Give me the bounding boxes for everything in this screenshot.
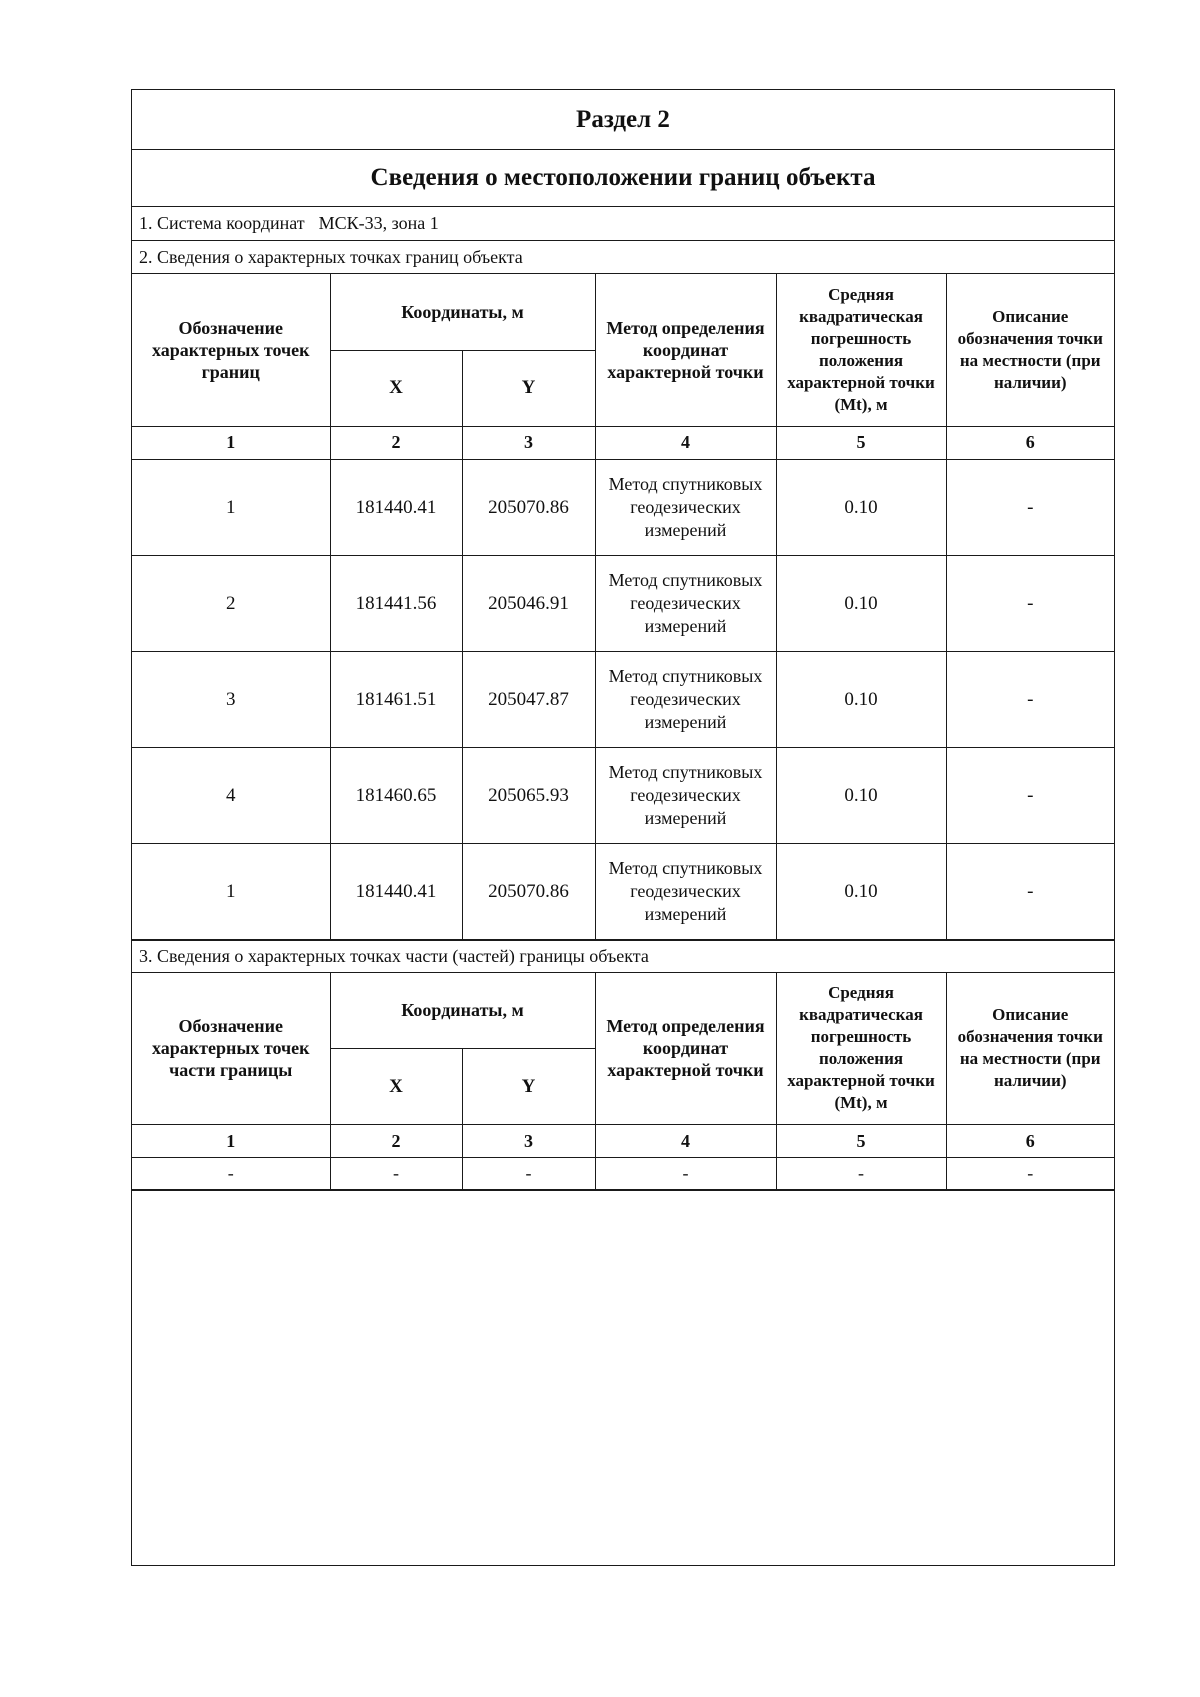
description-value: - — [946, 843, 1114, 939]
header-description: Описание обозначения точки на местности (при наличии) — [946, 274, 1114, 426]
column-number: 1 — [132, 1125, 330, 1158]
coord-system-row — [132, 207, 1114, 241]
coord-y: 205046.91 — [462, 555, 595, 651]
header-accuracy: Средняя квадратическая погрешность положения характерной точки (Mt), м — [776, 973, 946, 1125]
section-title: Раздел 2 — [132, 90, 1114, 150]
header-x: X — [330, 1049, 462, 1125]
column-number: 1 — [132, 426, 330, 459]
document-frame — [131, 89, 1115, 1566]
table-row — [132, 555, 1114, 651]
description-value: - — [946, 651, 1114, 747]
accuracy-value: 0.10 — [776, 747, 946, 843]
point-id: 3 — [132, 651, 330, 747]
method-cell: Метод спутниковых геодезических измерений — [595, 459, 776, 555]
table-row — [132, 459, 1114, 555]
column-number: 4 — [595, 426, 776, 459]
method-cell: Метод спутниковых геодезических измерений — [595, 555, 776, 651]
header-coordinates: Координаты, м — [330, 274, 595, 350]
column-numbers-row — [132, 426, 1114, 459]
point-id: 1 — [132, 843, 330, 939]
point-id: 4 — [132, 747, 330, 843]
points-table — [132, 274, 1114, 940]
point-id: 1 — [132, 459, 330, 555]
header-method: Метод определения координат характерной точки — [595, 973, 776, 1125]
column-number: 6 — [946, 426, 1114, 459]
accuracy-value: - — [776, 1158, 946, 1190]
coord-y: 205070.86 — [462, 459, 595, 555]
coord-x: 181440.41 — [330, 459, 462, 555]
header-method: Метод определения координат характерной точки — [595, 274, 776, 426]
blank-area — [132, 1190, 1114, 1191]
points-section-label: 2. Сведения о характерных точках границ объекта — [132, 241, 1114, 274]
column-number: 2 — [330, 1125, 462, 1158]
description-value: - — [946, 555, 1114, 651]
column-number: 4 — [595, 1125, 776, 1158]
coord-system-label: 1. Система координат — [139, 213, 305, 233]
header-coordinates: Координаты, м — [330, 973, 595, 1049]
coord-x: 181440.41 — [330, 843, 462, 939]
table-row — [132, 1158, 1114, 1190]
coord-y: - — [462, 1158, 595, 1190]
method-cell: Метод спутниковых геодезических измерений — [595, 843, 776, 939]
point-id: - — [132, 1158, 330, 1190]
header-x: X — [330, 350, 462, 426]
column-number: 3 — [462, 426, 595, 459]
accuracy-value: 0.10 — [776, 651, 946, 747]
description-value: - — [946, 459, 1114, 555]
column-number: 5 — [776, 1125, 946, 1158]
column-number: 5 — [776, 426, 946, 459]
method-cell: - — [595, 1158, 776, 1190]
accuracy-value: 0.10 — [776, 459, 946, 555]
accuracy-value: 0.10 — [776, 843, 946, 939]
header-designation: Обозначение характерных точек границ — [132, 274, 330, 426]
coord-system-value: МСК-33, зона 1 — [318, 213, 439, 233]
table-row — [132, 651, 1114, 747]
description-value: - — [946, 747, 1114, 843]
accuracy-value: 0.10 — [776, 555, 946, 651]
column-number: 6 — [946, 1125, 1114, 1158]
header-accuracy: Средняя квадратическая погрешность положения характерной точки (Mt), м — [776, 274, 946, 426]
description-value: - — [946, 1158, 1114, 1190]
header-designation: Обозначение характерных точек части границы — [132, 973, 330, 1125]
column-number: 2 — [330, 426, 462, 459]
parts-table — [132, 973, 1114, 1191]
header-y: Y — [462, 1049, 595, 1125]
column-numbers-row — [132, 1125, 1114, 1158]
coord-x: - — [330, 1158, 462, 1190]
column-number: 3 — [462, 1125, 595, 1158]
coord-x: 181461.51 — [330, 651, 462, 747]
coord-y: 205070.86 — [462, 843, 595, 939]
coord-x: 181441.56 — [330, 555, 462, 651]
point-id: 2 — [132, 555, 330, 651]
coord-y: 205065.93 — [462, 747, 595, 843]
table-row — [132, 747, 1114, 843]
document-heading: Сведения о местоположении границ объекта — [132, 150, 1114, 207]
header-description: Описание обозначения точки на местности (при наличии) — [946, 973, 1114, 1125]
table-row — [132, 843, 1114, 939]
method-cell: Метод спутниковых геодезических измерений — [595, 651, 776, 747]
header-y: Y — [462, 350, 595, 426]
parts-section-label: 3. Сведения о характерных точках части (частей) границы объекта — [132, 940, 1114, 973]
method-cell: Метод спутниковых геодезических измерений — [595, 747, 776, 843]
coord-x: 181460.65 — [330, 747, 462, 843]
coord-y: 205047.87 — [462, 651, 595, 747]
